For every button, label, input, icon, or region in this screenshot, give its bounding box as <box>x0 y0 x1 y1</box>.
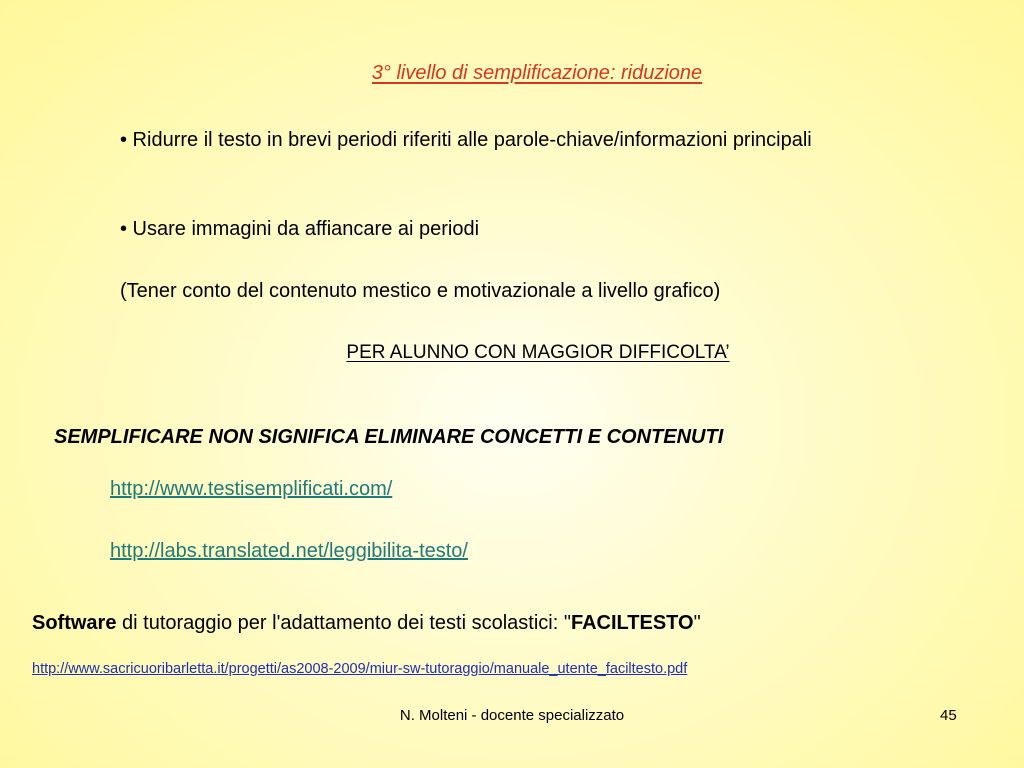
software-closing-quote: " <box>693 612 701 634</box>
page-number: 45 <box>940 707 957 724</box>
software-line <box>32 612 701 635</box>
target-line: PER ALUNNO CON MAGGIOR DIFFICOLTA’ <box>346 342 730 363</box>
footer-author: N. Molteni - docente specializzato <box>399 707 625 724</box>
bullet-reduce-text: • Ridurre il testo in brevi periodi riferiti alle parole-chiave/informazioni principali <box>120 129 812 151</box>
software-label: Software <box>32 612 117 634</box>
graphic-note: (Tener conto del contenuto mestico e motivazionale a livello grafico) <box>120 280 721 302</box>
software-description: di tutoraggio per l'adattamento dei testi scolastici: " <box>116 612 571 634</box>
faciltesto-manual-link[interactable]: http://www.sacricuoribarletta.it/progetti/as2008-2009/miur-sw-tutoraggio/manuale_utente_faciltesto.pdf <box>32 661 688 677</box>
leggibilita-testo-link[interactable]: http://labs.translated.net/leggibilita-testo/ <box>110 540 468 562</box>
simplification-motto: SEMPLIFICARE NON SIGNIFICA ELIMINARE CONCETTI E CONTENUTI <box>54 426 724 448</box>
testisemplificati-link[interactable]: http://www.testisemplificati.com/ <box>110 478 393 500</box>
faciltesto-name: FACILTESTO <box>570 612 694 634</box>
bullet-use-images: • Usare immagini da affiancare ai periodi <box>120 218 480 240</box>
slide-heading: 3° livello di semplificazione: riduzione <box>371 62 703 84</box>
